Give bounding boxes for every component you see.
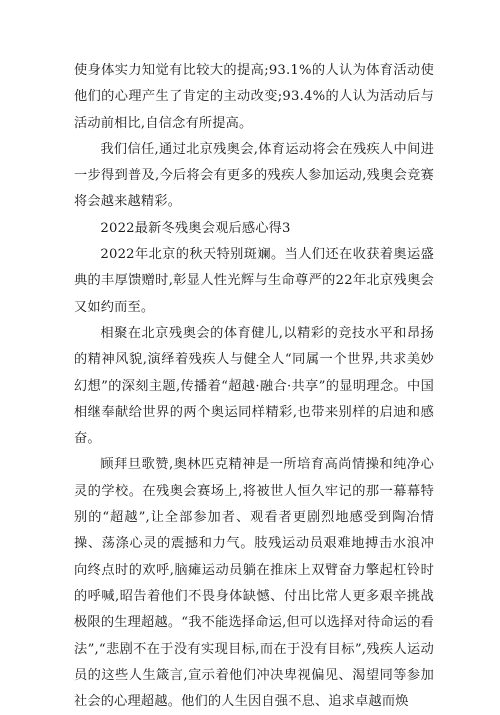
document-page bbox=[74, 58, 434, 715]
section-heading: 2022最新冬残奥会观后感心得3 bbox=[100, 220, 291, 236]
paragraph-coubertin-spirit: 顾拜旦歌赞,奥林匹克精神是一所培育高尚情操和纯净心灵的学校。在残奥会赛场上,将被世人恒久牢记的那一幕幕特别的“超越”,让全部参加者、观看者更剧烈地感受到陶冶情操、荡涤心灵的震撼和力气。肢残运动员艰难地搏击水浪冲向终点时的欢呼,脑瘫运动员躺在推床上双臂奋力擎起杠铃时的呼喊,昭告着他们不畏身体缺憾、付出比常人更多艰辛挑战极限的生理超越。“我不能选择命运,但可以选择对待命运的看法”,“悲剧不在于没有实现目标,而在于没有目标”,残疾人运动员的这些人生箴言,宣示着他们冲决卑视偏见、渴望同等参加社会的心理超越。他们的人生因自强不息、追求卓越而焕 bbox=[74, 457, 434, 710]
paragraph-autumn-beijing: 2022年北京的秋天特别斑斓。当人们还在收获着奥运盛典的丰厚馈赠时,彰显人性光辉与生命尊严的22年北京残奥会又如约而至。 bbox=[74, 247, 434, 315]
paragraph-athletes-theme: 相聚在北京残奥会的体育健儿,以精彩的竞技水平和昂扬的精神风貌,演绎着残疾人与健全人“同属一个世界,共求美妙幻想”的深刻主题,传播着“超越·融合·共享”的显明理念。中国相继奉献给世界的两个奥运同样精彩,也带来别样的启迪和感奋。 bbox=[74, 325, 434, 447]
paragraph-beijing-paralympics-belief: 我们信任,通过北京残奥会,体育运动将会在残疾人中间进一步得到普及,今后将会有更多的残疾人参加运动,残奥会竞赛将会越来越精彩。 bbox=[74, 141, 434, 210]
paragraph-survey-results: 使身体实力知觉有比较大的提高;93.1%的人认为体育活动使他们的心理产生了肯定的主动改变;93.4%的人认为活动后与活动前相比,自信念有所提高。 bbox=[74, 63, 434, 131]
